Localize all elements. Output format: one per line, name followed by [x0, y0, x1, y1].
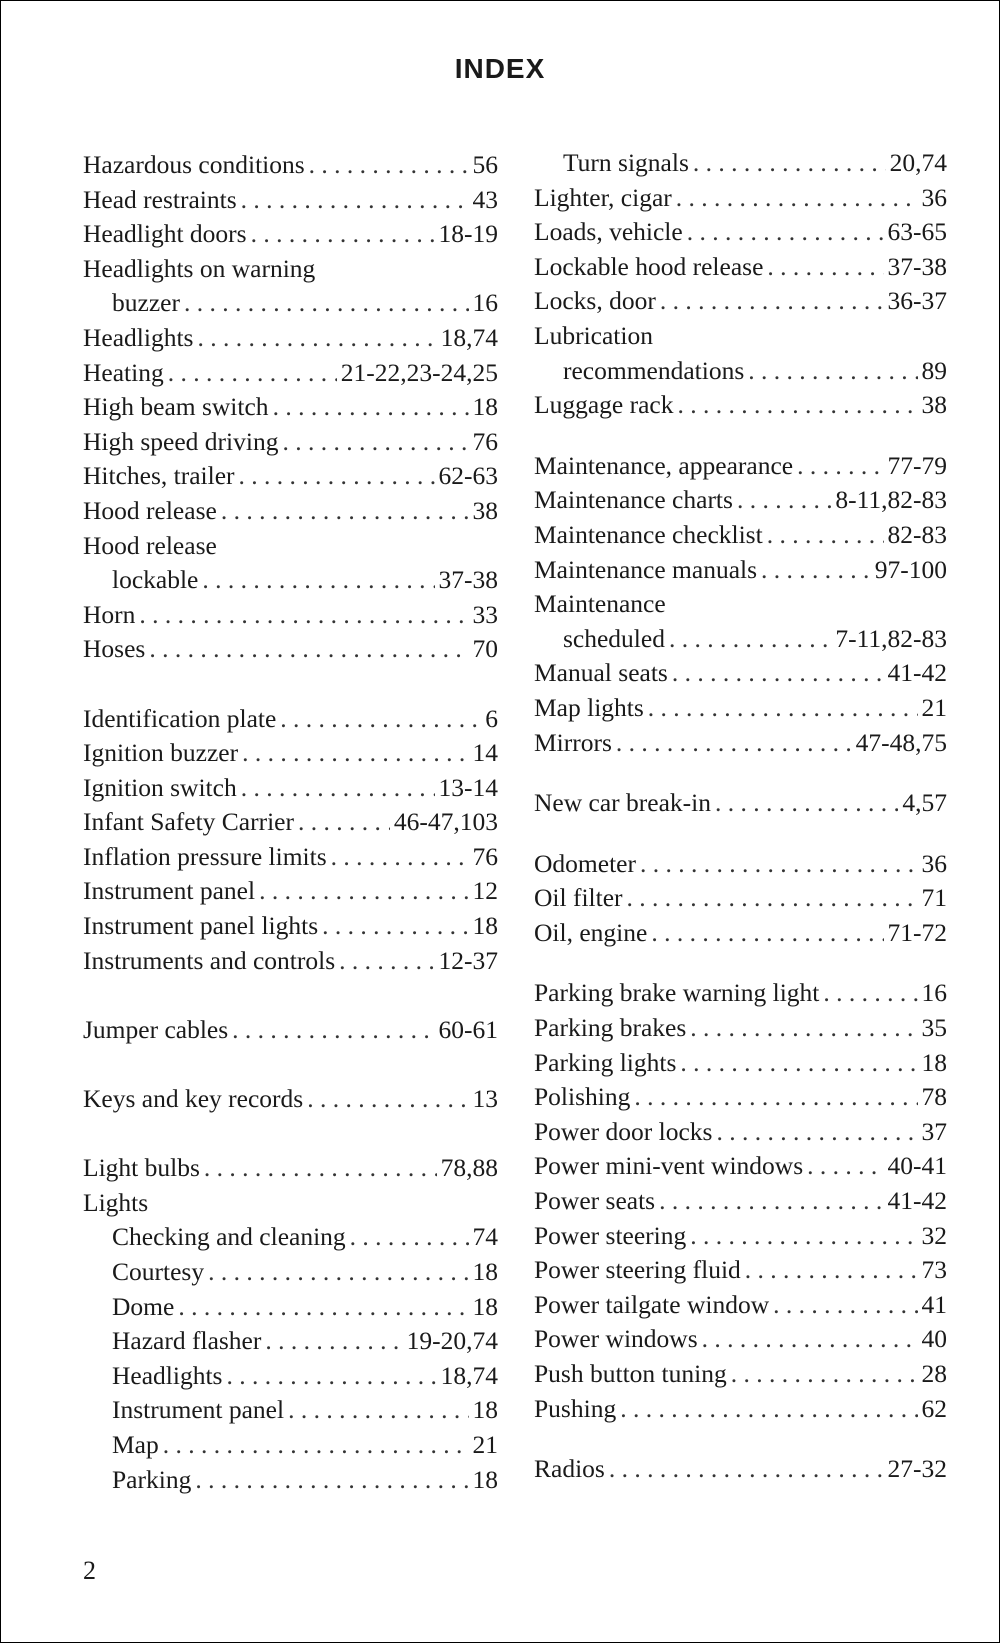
dot-leader: [204, 1151, 437, 1186]
index-entry-text: Odometer: [534, 848, 636, 878]
index-entry-pages: 16: [921, 978, 947, 1008]
index-entry-pages: 76: [472, 841, 498, 871]
index-entry-text: Maintenance manuals: [534, 554, 758, 584]
index-entry-pages: 38: [921, 390, 947, 420]
dot-leader: [273, 390, 469, 425]
index-entry: [83, 148, 498, 183]
index-entry: [534, 881, 947, 916]
index-entry: [534, 449, 947, 484]
dot-leader: [731, 1357, 918, 1392]
index-entry: [83, 805, 498, 840]
index-entry-pages: 73: [921, 1255, 947, 1285]
section-gap: [534, 1426, 947, 1452]
index-entry: [534, 284, 947, 319]
index-entry: [83, 632, 498, 667]
index-entry-text: Power door locks: [534, 1116, 713, 1146]
index-entry: [83, 874, 498, 909]
index-entry-text: Parking brake warning light: [534, 978, 820, 1008]
dot-leader: [202, 563, 434, 598]
dot-leader: [660, 284, 884, 319]
dot-leader: [634, 1080, 917, 1115]
index-entry-text: Power mini-vent windows: [534, 1151, 804, 1181]
index-entry-pages: 60-61: [438, 1014, 498, 1044]
page-number: 2: [83, 1556, 96, 1585]
index-entry-pages: 7-11,82-83: [835, 623, 947, 653]
index-entry-pages: 78: [921, 1082, 947, 1112]
index-entry-text: Dome: [112, 1291, 175, 1321]
dot-leader: [282, 425, 468, 460]
index-entry: [534, 622, 947, 657]
index-entry-pages: 37-38: [887, 251, 947, 281]
index-entry: [83, 1186, 498, 1221]
index-entry-text: Power steering: [534, 1220, 687, 1250]
dot-leader: [761, 553, 871, 588]
index-entry-pages: 82-83: [887, 519, 947, 549]
index-entry-text: Lubrication: [534, 320, 653, 350]
index-entry-pages: 18: [472, 1291, 498, 1321]
index-entry: [83, 1359, 498, 1394]
index-entry: [83, 286, 498, 321]
index-entry-text: Lighter, cigar: [534, 182, 672, 212]
dot-leader: [221, 494, 469, 529]
index-entry: [83, 598, 498, 633]
index-entry-text: Power steering fluid: [534, 1255, 741, 1285]
index-entry: [83, 771, 498, 806]
dot-leader: [773, 1288, 917, 1323]
index-entry: [534, 656, 947, 691]
index-entry-pages: 97-100: [874, 554, 947, 584]
index-entry-text: Luggage rack: [534, 390, 674, 420]
index-entry: [83, 1324, 498, 1359]
index-entry: [534, 1184, 947, 1219]
index-entry-pages: 37-38: [438, 565, 498, 595]
index-entry-text: High beam switch: [83, 392, 269, 422]
dot-leader: [331, 840, 469, 875]
index-entry-pages: 78,88: [440, 1153, 498, 1183]
dot-leader: [797, 449, 883, 484]
dot-leader: [823, 976, 917, 1011]
index-entry-pages: 62-63: [438, 461, 498, 491]
index-entry-pages: 13-14: [438, 772, 498, 802]
dot-leader: [659, 1184, 883, 1219]
dot-leader: [242, 736, 468, 771]
index-entry-pages: 77-79: [887, 450, 947, 480]
dot-leader: [226, 1359, 436, 1394]
index-entry-pages: 12-37: [438, 945, 498, 975]
dot-leader: [690, 1011, 917, 1046]
index-entry: [534, 1322, 947, 1357]
dot-leader: [690, 1219, 917, 1254]
index-entry: [83, 1290, 498, 1325]
dot-leader: [197, 321, 436, 356]
index-entry-pages: 41: [921, 1289, 947, 1319]
index-entry-pages: 4,57: [902, 788, 947, 818]
index-entry-text: Mirrors: [534, 727, 612, 757]
index-entry-text: Headlights: [112, 1360, 223, 1390]
dot-leader: [676, 181, 918, 216]
dot-leader: [350, 1220, 469, 1255]
index-entry-text: Infant Safety Carrier: [83, 807, 294, 837]
index-entry: [83, 217, 498, 252]
index-entry-text: Power windows: [534, 1324, 698, 1354]
dot-leader: [767, 518, 884, 553]
index-entry-pages: 18-19: [438, 219, 498, 249]
dot-leader: [280, 702, 481, 737]
section-gap: [534, 950, 947, 976]
index-entry-text: Light bulbs: [83, 1153, 200, 1183]
index-entry-text: Instrument panel: [83, 876, 256, 906]
dot-leader: [807, 1149, 883, 1184]
index-entry-text: Hazard flasher: [112, 1326, 262, 1356]
index-entry-text: Headlights: [83, 322, 194, 352]
index-entry: [83, 1013, 498, 1048]
dot-leader: [163, 1428, 469, 1463]
index-entry: [534, 215, 947, 250]
index-entry-pages: 38: [472, 495, 498, 525]
index-entry: [534, 1288, 947, 1323]
index-entry: [534, 1011, 947, 1046]
index-entry: [83, 563, 498, 598]
index-entry: [534, 518, 947, 553]
index-entry: [534, 847, 947, 882]
dot-leader: [680, 1046, 917, 1081]
index-entry-pages: 18: [472, 911, 498, 941]
index-entry-pages: 18: [472, 392, 498, 422]
index-entry: [83, 1428, 498, 1463]
index-entry-pages: 47-48,75: [855, 727, 947, 757]
index-entry: [534, 181, 947, 216]
index-entry: [534, 1080, 947, 1115]
index-entry: [534, 1219, 947, 1254]
index-entry-pages: 14: [472, 738, 498, 768]
dot-leader: [184, 286, 469, 321]
index-entry-text: Inflation pressure limits: [83, 841, 327, 871]
dot-leader: [339, 944, 434, 979]
index-entry-pages: 12: [472, 876, 498, 906]
index-entry-pages: 18: [472, 1395, 498, 1425]
index-entry: [534, 319, 947, 354]
index-entry-pages: 16: [472, 288, 498, 318]
index-entry-pages: 62: [921, 1393, 947, 1423]
index-entry-text: recommendations: [563, 355, 745, 385]
index-entry-pages: 36: [921, 848, 947, 878]
index-entry: [534, 587, 947, 622]
dot-leader: [687, 215, 884, 250]
index-entry-pages: 35: [921, 1013, 947, 1043]
index-entry: [83, 459, 498, 494]
dot-leader: [651, 916, 883, 951]
dot-leader: [616, 726, 852, 761]
index-entry-text: Parking: [112, 1464, 192, 1494]
index-entry-text: Courtesy: [112, 1257, 205, 1286]
index-entry-pages: 20,74: [889, 148, 947, 177]
index-entry: [83, 944, 498, 979]
index-entry-text: Power tailgate window: [534, 1289, 770, 1319]
index-entry-pages: 19-20,74: [406, 1326, 498, 1356]
index-entry-text: buzzer: [112, 288, 180, 318]
index-entry-text: Maintenance: [534, 589, 666, 619]
index-entry-text: Keys and key records: [83, 1084, 304, 1114]
dot-leader: [168, 356, 337, 391]
section-gap: [83, 667, 498, 702]
index-entry-text: Radios: [534, 1454, 605, 1484]
index-entry-text: Loads, vehicle: [534, 217, 683, 247]
index-entry: [83, 1393, 498, 1428]
index-entry: [534, 786, 947, 821]
index-entry: [83, 321, 498, 356]
section-gap: [83, 1047, 498, 1082]
index-entry: [534, 691, 947, 726]
index-entry-pages: 18: [921, 1047, 947, 1077]
index-entry: [534, 1149, 947, 1184]
index-entry-pages: 21: [472, 1429, 498, 1459]
index-entry: [534, 1452, 947, 1487]
index-entry-pages: 18: [472, 1464, 498, 1494]
index-entry-pages: 27-32: [887, 1454, 947, 1484]
index-entry-text: Map: [112, 1429, 159, 1459]
dot-leader: [195, 1463, 468, 1498]
index-entry-pages: 6: [485, 703, 498, 733]
index-entry: [83, 356, 498, 391]
section-gap: [534, 423, 947, 449]
index-entry: [534, 146, 947, 181]
index-entry: [83, 183, 498, 218]
index-entry-text: Oil, engine: [534, 917, 648, 947]
index-entry-pages: 18,74: [440, 1360, 498, 1390]
index-entry-pages: 36-37: [887, 286, 947, 316]
dot-leader: [307, 1082, 468, 1117]
index-entry: [83, 1463, 498, 1498]
index-entry: [534, 388, 947, 423]
index-entry-pages: 76: [472, 426, 498, 456]
index-entry-pages: 41-42: [887, 658, 947, 688]
index-entry: [83, 1255, 498, 1290]
index-entry: [83, 390, 498, 425]
index-entry-text: Horn: [83, 599, 136, 629]
dot-leader: [149, 632, 468, 667]
index-entry-pages: 21: [921, 692, 947, 722]
dot-leader: [640, 847, 918, 882]
index-entry-pages: 43: [472, 184, 498, 214]
index-entry-text: Ignition switch: [83, 772, 237, 802]
index-entry: [534, 1046, 947, 1081]
page-title: INDEX: [454, 53, 546, 84]
dot-leader: [745, 1253, 918, 1288]
index-entry-pages: 32: [921, 1220, 947, 1250]
index-entry-text: Turn signals: [563, 148, 689, 177]
index-entry-text: Push button tuning: [534, 1359, 727, 1388]
index-entry-pages: 21-22,23-24,25: [340, 357, 498, 387]
dot-leader: [298, 805, 390, 840]
index-entry-pages: 36: [921, 182, 947, 212]
index-entry-pages: 63-65: [887, 217, 947, 247]
index-entry-text: Headlights on warning: [83, 253, 316, 283]
dot-leader: [620, 1392, 917, 1427]
dot-leader: [693, 146, 886, 181]
index-entry-pages: 89: [921, 355, 947, 385]
index-entry: [534, 916, 947, 951]
index-entry-text: Instrument panel lights: [83, 911, 319, 941]
index-entry: [534, 354, 947, 389]
index-entry-pages: 13: [472, 1084, 498, 1114]
index-entry-text: Heating: [83, 357, 164, 387]
dot-leader: [259, 874, 468, 909]
index-entry-text: Manual seats: [534, 658, 668, 688]
dot-leader: [716, 1115, 917, 1150]
dot-leader: [715, 786, 898, 821]
index-entry-pages: 18,74: [440, 322, 498, 352]
index-entry-text: Maintenance charts: [534, 485, 733, 515]
dot-leader: [251, 217, 435, 252]
dot-leader: [627, 881, 918, 916]
index-entry: [534, 553, 947, 588]
index-entry-text: New car break-in: [534, 788, 711, 818]
section-gap: [83, 978, 498, 1013]
index-column-right: [534, 146, 947, 1487]
index-entry: [83, 529, 498, 564]
index-entry-text: Maintenance, appearance: [534, 450, 794, 480]
index-entry: [534, 250, 947, 285]
index-entry-text: Lights: [83, 1187, 149, 1217]
index-entry-text: Identification plate: [83, 703, 277, 733]
index-entry: [534, 1115, 947, 1150]
index-entry-text: Hoses: [83, 634, 146, 664]
index-entry-pages: 8-11,82-83: [835, 485, 947, 515]
dot-leader: [702, 1322, 918, 1357]
dot-leader: [232, 1013, 434, 1048]
index-entry-text: Ignition buzzer: [83, 738, 239, 768]
index-entry: [83, 494, 498, 529]
dot-leader: [322, 909, 468, 944]
index-entry-text: Instruments and controls: [83, 945, 336, 975]
dot-leader: [669, 622, 831, 657]
index-entry-pages: 71-72: [887, 917, 947, 947]
index-entry: [83, 736, 498, 771]
index-entry: [534, 1392, 947, 1427]
dot-leader: [677, 388, 917, 423]
section-gap: [534, 821, 947, 847]
index-entry-text: Lockable hood release: [534, 251, 764, 281]
index-entry: [83, 1220, 498, 1255]
index-entry-text: Hood release: [83, 530, 217, 560]
index-entry-text: Jumper cables: [83, 1014, 229, 1044]
index-entry-pages: 18: [472, 1257, 498, 1286]
index-entry-text: scheduled: [563, 623, 665, 653]
dot-leader: [737, 483, 831, 518]
dot-leader: [309, 148, 469, 183]
section-gap: [534, 760, 947, 786]
index-entry-text: Maintenance checklist: [534, 519, 763, 549]
index-entry: [534, 1253, 947, 1288]
index-entry-text: Polishing: [534, 1082, 631, 1112]
index-entry-text: Hitches, trailer: [83, 461, 235, 491]
index-entry-text: Map lights: [534, 692, 644, 722]
index-entry: [534, 483, 947, 518]
dot-leader: [648, 691, 918, 726]
dot-leader: [288, 1393, 468, 1428]
index-entry-text: Headlight doors: [83, 219, 247, 249]
index-entry-pages: 33: [472, 599, 498, 629]
index-entry-pages: 71: [921, 883, 947, 913]
index-entry-text: Locks, door: [534, 286, 656, 316]
dot-leader: [672, 656, 884, 691]
index-entry: [83, 702, 498, 737]
index-entry-text: Checking and cleaning: [112, 1222, 346, 1252]
index-entry-text: Oil filter: [534, 883, 623, 913]
index-entry-text: Hazardous conditions: [83, 150, 305, 179]
index-entry: [83, 1082, 498, 1117]
dot-leader: [241, 183, 469, 218]
index-entry-pages: 37: [921, 1116, 947, 1146]
index-entry: [534, 1357, 947, 1392]
index-entry-pages: 46-47,103: [393, 807, 498, 837]
index-column-left: [83, 148, 498, 1497]
dot-leader: [241, 771, 435, 806]
index-entry-pages: 56: [472, 150, 498, 179]
dot-leader: [139, 598, 468, 633]
dot-leader: [767, 250, 883, 285]
dot-leader: [239, 459, 435, 494]
index-entry-text: Parking lights: [534, 1047, 677, 1077]
dot-leader: [609, 1452, 884, 1487]
dot-leader: [265, 1324, 402, 1359]
index-entry-text: Instrument panel: [112, 1395, 285, 1425]
index-entry-pages: 40: [921, 1324, 947, 1354]
index-entry-pages: 74: [472, 1222, 498, 1252]
index-entry: [83, 252, 498, 287]
index-entry: [534, 976, 947, 1011]
index-entry-text: Head restraints: [83, 184, 237, 214]
index-entry: [83, 840, 498, 875]
index-entry: [83, 425, 498, 460]
index-entry: [83, 909, 498, 944]
index-entry-text: lockable: [112, 565, 199, 595]
index-entry-text: Pushing: [534, 1393, 617, 1423]
section-gap: [83, 1117, 498, 1152]
index-entry-text: Power seats: [534, 1186, 656, 1216]
index-entry: [83, 1151, 498, 1186]
index-entry-pages: 40-41: [887, 1151, 947, 1181]
index-entry-pages: 41-42: [887, 1186, 947, 1216]
index-entry-text: Parking brakes: [534, 1013, 687, 1043]
index-entry-pages: 70: [472, 634, 498, 664]
index-entry: [534, 726, 947, 761]
index-entry-text: High speed driving: [83, 426, 279, 456]
index-entry-pages: 28: [921, 1359, 947, 1388]
index-entry-text: Hood release: [83, 495, 217, 525]
dot-leader: [178, 1290, 468, 1325]
dot-leader: [748, 354, 917, 389]
dot-leader: [208, 1255, 468, 1290]
